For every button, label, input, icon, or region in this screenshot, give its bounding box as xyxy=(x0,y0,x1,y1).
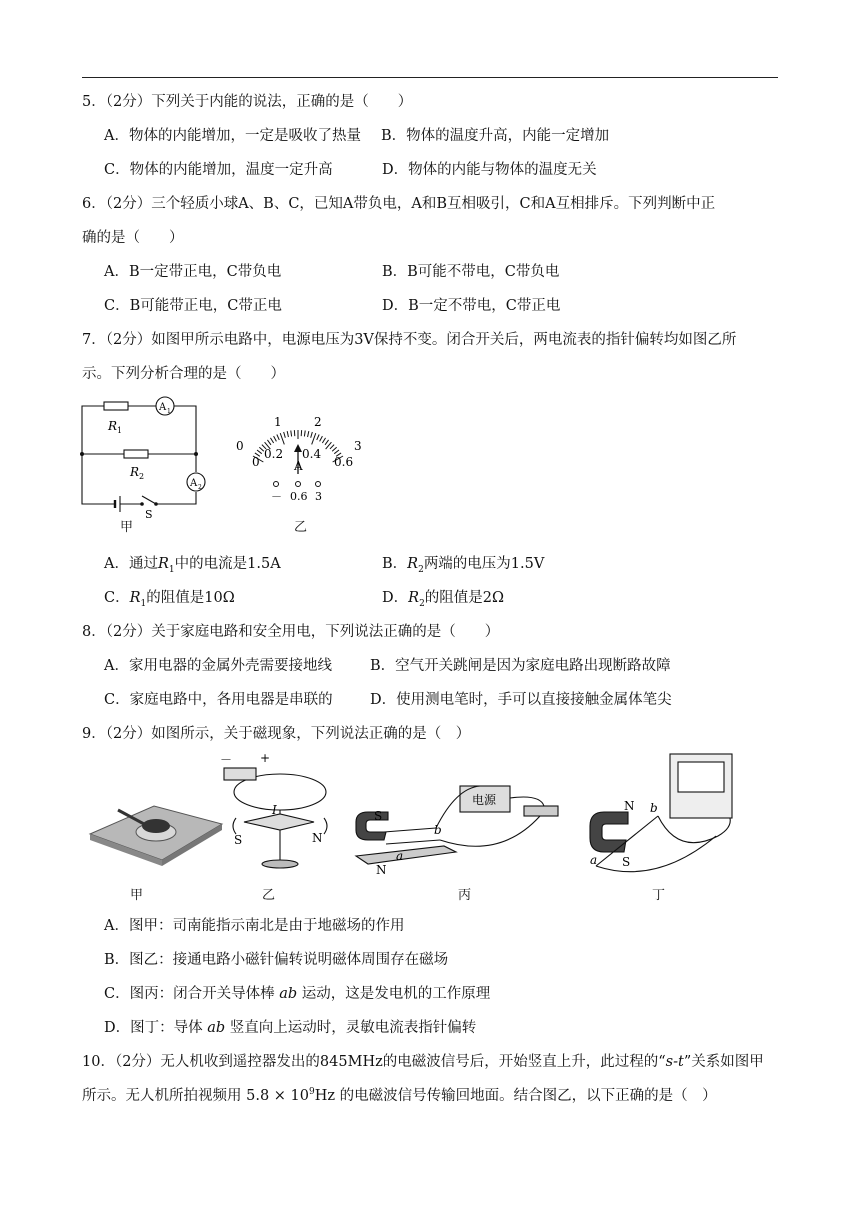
q10-stem-line1: 10．（2分）无人机收到遥控器发出的845MHz的电磁波信号后，开始竖直上升，此过程的“s-t”关系如图甲 xyxy=(82,1054,764,1070)
figure-sinan xyxy=(90,806,222,866)
q9-caption-bing: 丙 xyxy=(458,888,472,903)
q9-option-a: A．图甲：司南能指示南北是由于地磁场的作用 xyxy=(104,918,405,934)
q5-option-a: A．物体的内能增加，一定是吸收了热量 xyxy=(104,128,361,144)
q9-yi-s-label: S xyxy=(234,833,243,847)
q9-bing-a-label: a xyxy=(396,849,404,863)
header-rule xyxy=(82,77,778,78)
q9-caption-yi: 乙 xyxy=(262,888,276,903)
label-r1: R xyxy=(108,419,118,433)
dial-bottom-06: 0.6 xyxy=(334,455,354,469)
resistor-r2 xyxy=(124,450,148,458)
q6-option-c: C．B可能带正电，C带正电 xyxy=(104,298,282,314)
q6-option-b: B．B可能不带电，C带负电 xyxy=(382,264,560,280)
dial-unit: A xyxy=(294,459,303,473)
figure-wire-loop xyxy=(224,768,327,868)
q9-caption-ding: 丁 xyxy=(652,888,666,903)
figure-motor-setup xyxy=(356,786,558,864)
q6-stem-line1: 6．（2分）三个轻质小球A、B、C，已知A带负电，A和B互相吸引，C和A互相排斥。下列判断中正 xyxy=(82,196,716,212)
dial-tick xyxy=(277,434,279,439)
q10-stem-line2: 所示。无人机所拍视频用 $5.8 \times 10^9Hz$ 的电磁波信号传输回地面。结合图乙，以下正确的是（ ） xyxy=(82,1087,717,1104)
q7-circuit-diagram xyxy=(72,392,222,534)
label-a2-sub: 2 xyxy=(198,484,202,491)
q7-stem-line2: 示。下列分析合理的是（ ） xyxy=(82,366,285,382)
dial-bottom-04: 0.4 xyxy=(302,447,322,461)
dial-tick xyxy=(308,431,309,437)
dial-tick xyxy=(280,433,284,444)
dial-tick xyxy=(291,431,292,437)
dial-tick xyxy=(267,440,271,445)
q9-yi-n-label: N xyxy=(312,831,323,845)
dial-tick xyxy=(322,438,325,443)
dial-tick xyxy=(330,445,334,449)
q5-stem: 5．（2分）下列关于内能的说法，正确的是（ ） xyxy=(82,94,413,110)
q8-option-d: D．使用测电笔时，手可以直接接触金属体笔尖 xyxy=(370,692,672,708)
dial-bottom-0: 0 xyxy=(252,455,260,469)
q5-option-b: B．物体的温度升高，内能一定增加 xyxy=(381,128,610,144)
q9-power-label: 电源 xyxy=(472,793,497,807)
q9-magnetism-figures xyxy=(84,748,748,884)
label-switch: S xyxy=(145,508,153,521)
q9-ding-n-label: N xyxy=(624,799,635,813)
q9-minus-label: － xyxy=(220,753,233,767)
q7-option-d: D．$R_2$的阻值是2Ω xyxy=(382,590,505,609)
dial-tick xyxy=(312,433,316,444)
dial-tick xyxy=(284,432,286,438)
figure-generator-setup xyxy=(590,754,732,872)
q9-stem: 9．（2分）如图所示，关于磁现象，下列说法正确的是（ ） xyxy=(82,726,471,742)
dial-tick xyxy=(334,450,339,454)
dial-top-0: 0 xyxy=(236,439,244,453)
q9-bing-b-label: b xyxy=(434,823,442,837)
label-a1: A xyxy=(159,402,167,413)
dial-top-3: 3 xyxy=(354,439,362,453)
dial-tick xyxy=(304,431,305,437)
q9-bing-n-label: N xyxy=(376,863,387,877)
dial-terminal-06: 0.6 xyxy=(290,490,308,503)
q9-plus-label: + xyxy=(260,751,271,765)
dial-tick xyxy=(325,440,329,445)
q8-option-c: C．家庭电路中，各用电器是串联的 xyxy=(104,692,333,708)
dial-top-2: 2 xyxy=(314,415,322,429)
label-a1-sub: 1 xyxy=(167,408,171,415)
q8-option-b: B．空气开关跳闸是因为家庭电路出现断路故障 xyxy=(370,658,671,674)
q9-caption-jia: 甲 xyxy=(130,888,144,903)
q8-stem: 8．（2分）关于家庭电路和安全用电，下列说法正确的是（ ） xyxy=(82,624,500,640)
dial-tick xyxy=(257,450,262,454)
label-r2-sub: 2 xyxy=(139,472,145,481)
q7-ammeter-dial xyxy=(228,408,368,504)
q7-caption-yi: 乙 xyxy=(294,520,308,535)
dial-tick xyxy=(274,436,277,441)
q9-ding-s-label: S xyxy=(622,855,631,869)
dial-tick xyxy=(320,436,323,441)
dial-bottom-02: 0.2 xyxy=(264,447,284,461)
q7-option-b: B．$R_2$两端的电压为1.5V xyxy=(382,556,545,575)
dial-top-1: 1 xyxy=(274,415,282,429)
q8-option-a: A．家用电器的金属外壳需要接地线 xyxy=(104,658,332,674)
label-a2: A xyxy=(190,478,198,489)
q7-caption-jia: 甲 xyxy=(120,520,134,535)
q9-option-c: C．图丙：闭合开关导体棒 ab 运动，这是发电机的工作原理 xyxy=(104,986,491,1002)
q6-option-d: D．B一定不带电，C带正电 xyxy=(382,298,561,314)
label-r2: R xyxy=(130,465,140,479)
q5-option-d: D．物体的内能与物体的温度无关 xyxy=(382,162,597,178)
dial-tick xyxy=(332,447,336,451)
resistor-r1 xyxy=(104,402,128,410)
label-r1-sub: 1 xyxy=(117,426,123,435)
dial-tick xyxy=(317,434,319,439)
q6-stem-line2: 确的是（ ） xyxy=(82,230,184,246)
dial-terminal-minus: － xyxy=(271,490,282,503)
q9-current-label: I xyxy=(272,803,277,817)
q7-option-c: C．$R_1$的阻值是10Ω xyxy=(104,590,235,609)
dial-tick xyxy=(287,431,288,437)
dial-terminal-3: 3 xyxy=(315,490,322,503)
q6-option-a: A．B一定带正电，C带负电 xyxy=(104,264,282,280)
q9-ding-a-label: a xyxy=(590,853,598,867)
q7-option-a: A．通过$R_1$中的电流是1.5A xyxy=(104,556,281,575)
q9-bing-s-label: S xyxy=(374,809,383,823)
q5-option-c: C．物体的内能增加，温度一定升高 xyxy=(104,162,333,178)
dial-tick xyxy=(311,432,313,438)
q9-option-d: D．图丁：导体 ab 竖直向上运动时，灵敏电流表指针偏转 xyxy=(104,1020,477,1036)
dial-tick xyxy=(270,438,273,443)
q9-option-b: B．图乙：接通电路小磁针偏转说明磁体周围存在磁场 xyxy=(104,952,449,968)
q7-stem-line1: 7．（2分）如图甲所示电路中，电源电压为3V保持不变。闭合开关后，两电流表的指针偏转均如图乙所 xyxy=(82,332,737,348)
q9-ding-b-label: b xyxy=(650,801,658,815)
